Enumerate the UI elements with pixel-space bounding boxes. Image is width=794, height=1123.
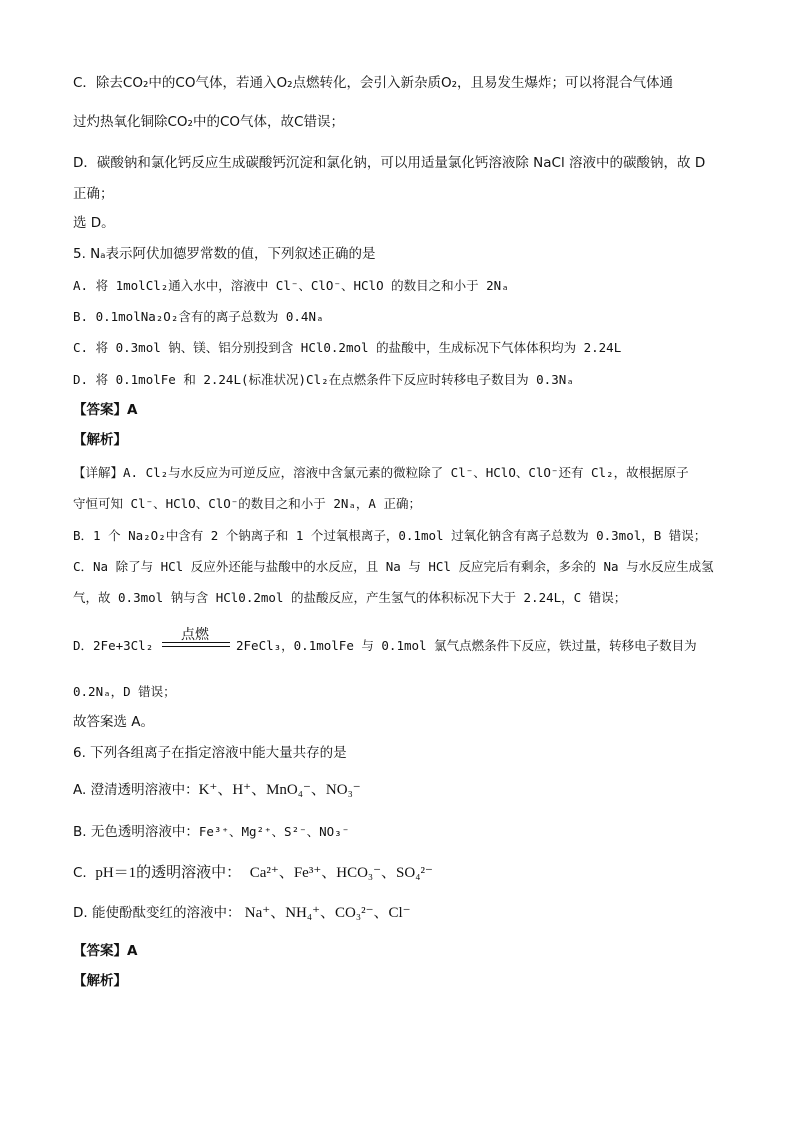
question-5-option-c: C. 将 0.3mol 钠、镁、铝分别投到含 HCl0.2mol 的盐酸中，生成标况下气体体积均为 2.24L [73,340,622,355]
question-5-detail-line5: 气，故 0.3mol 钠与含 HCl0.2mol 的盐酸反应，产生氢气的体积标况下大于 2.24L，C 错误； [73,590,627,605]
question-5-detail-line1: 【详解】A. Cl₂与水反应为可逆反应，溶液中含氯元素的微粒除了 Cl⁻、HClO、ClO⁻还有 Cl₂，故根据原子 [73,465,689,480]
option-c-explanation-line2: 过灼热氧化铜除CO₂中的CO气体，故C错误； [73,114,344,130]
question-5-detail-line2: 守恒可知 Cl⁻、HClO、ClO⁻的数目之和小于 2Nₐ，A 正确； [73,496,421,511]
option-d-explanation-line1: D．碳酸钠和氯化钙反应生成碳酸钙沉淀和氯化钠，可以用适量氯化钙溶液除 NaCl 溶液中的碳酸钠，故 D [73,155,706,171]
question-6-option-b [73,822,734,842]
option-b-ions: Fe³⁺、Mg²⁺、S²⁻、NO₃⁻ [198,824,350,839]
question-6-stem: 6. 下列各组离子在指定溶液中能大量共存的是 [73,745,347,761]
option-b-label: B. 无色透明溶液中： [73,824,199,840]
question-5-option-b: B. 0.1molNa₂O₂含有的离子总数为 0.4Nₐ [73,309,324,324]
question-6-option-c [73,863,734,883]
equation-reactants: D．2Fe+3Cl₂ [73,638,154,653]
option-c-label: C. [73,865,87,881]
option-c-ions: Ca²⁺、Fe³⁺、HCO₃⁻、SO₄²⁻ [249,865,433,881]
option-c-explanation-line1: C．除去CO₂中的CO气体，若通入O₂点燃转化，会引入新杂质O₂，且易发生爆炸；可以将混合气体通 [73,75,674,91]
question-5-detail-line4: C．Na 除了与 HCl 反应外还能与盐酸中的水反应，且 Na 与 HCl 反应完后有剩余，多余的 Na 与水反应生成氢 [73,559,714,574]
question-6-analysis-heading: 【解析】 [73,973,127,989]
equation-condition: 点燃 [181,627,209,643]
option-d-label: D. 能使酚酞变红的溶液中： [73,905,241,921]
question-5-analysis-heading: 【解析】 [73,432,127,448]
question-5-option-d: D. 将 0.1molFe 和 2.24L(标准状况)Cl₂在点燃条件下反应时转移电子数目为 0.3Nₐ [73,372,574,387]
option-d-explanation-line2: 正确； [73,186,114,202]
option-a-ions: K⁺、H⁺、MnO₄⁻、NO₃⁻ [198,782,361,798]
answer-choice-d: 选 D。 [73,215,115,231]
question-5-detail-line3: B．1 个 Na₂O₂中含有 2 个钠离子和 1 个过氧根离子，0.1mol 过氧化钠含有离子总数为 0.3mol，B 错误； [73,528,707,543]
question-6-answer: 【答案】A [73,943,138,959]
question-6-option-a [73,780,734,800]
option-d-ions: Na⁺、NH₄⁺、CO₃²⁻、Cl⁻ [244,905,411,921]
equation-equals-sign [162,642,230,647]
equation-products-line: 2FeCl₃，0.1molFe 与 0.1mol 氯气点燃条件下反应，铁过量，转移电子数目为 [236,638,697,653]
question-6-option-d [73,903,734,923]
question-5-conclusion: 故答案选 A。 [73,714,155,730]
question-5-stem: 5. Nₐ表示阿伏加德罗常数的值，下列叙述正确的是 [73,246,376,262]
option-c-condition: pH＝1的透明溶液中： [95,865,242,881]
question-5-detail-line7: 0.2Nₐ，D 错误； [73,684,176,699]
question-5-answer: 【答案】A [73,402,138,418]
option-a-label: A. 澄清透明溶液中： [73,782,199,798]
question-5-option-a: A. 将 1molCl₂通入水中，溶液中 Cl⁻、ClO⁻、HClO 的数目之和小于 2Nₐ [73,278,509,293]
